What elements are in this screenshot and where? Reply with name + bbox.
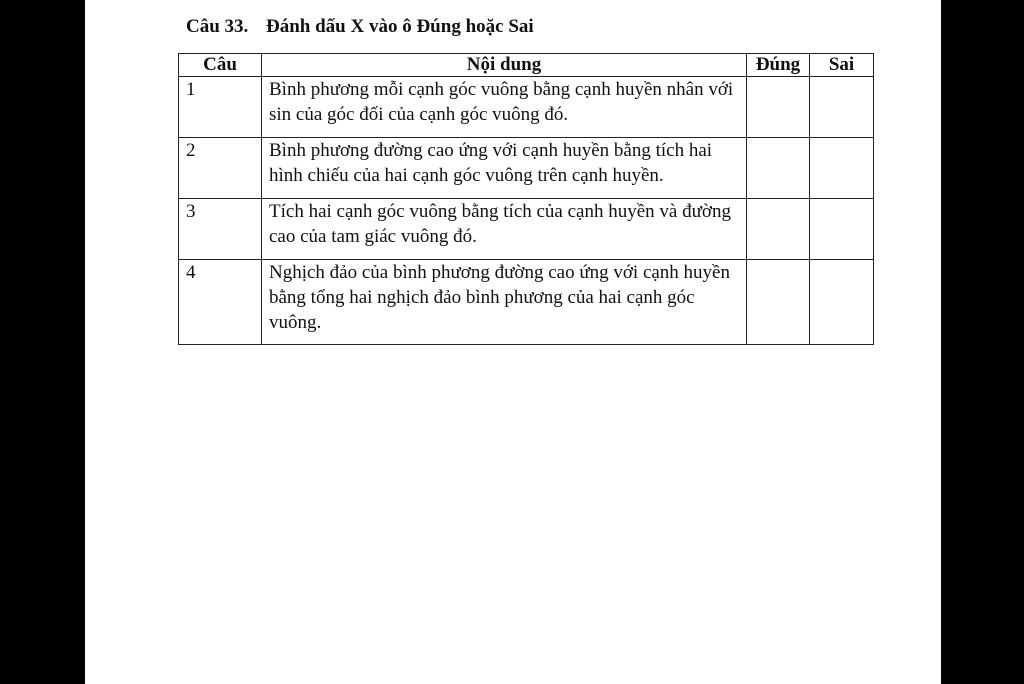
table-row — [179, 199, 874, 260]
table-row — [179, 77, 874, 138]
row-content: Bình phương mỗi cạnh góc vuông bằng cạnh huyền nhân với sin của góc đối của cạnh góc vuông đó. — [262, 77, 747, 138]
table-header-row — [179, 54, 874, 77]
question-instruction: Đánh dấu X vào ô Đúng hoặc Sai — [266, 16, 534, 37]
table-row — [179, 138, 874, 199]
question-heading — [186, 16, 534, 38]
sai-cell[interactable] — [810, 77, 874, 138]
dung-cell[interactable] — [747, 260, 810, 345]
row-content: Tích hai cạnh góc vuông bằng tích của cạnh huyền và đường cao của tam giác vuông đó. — [262, 199, 747, 260]
row-index: 2 — [179, 138, 262, 199]
row-index: 4 — [179, 260, 262, 345]
sai-cell[interactable] — [810, 138, 874, 199]
row-content: Nghịch đảo của bình phương đường cao ứng với cạnh huyền bằng tổng hai nghịch đảo bình phương của hai cạnh góc vuông. — [262, 260, 747, 345]
row-index: 3 — [179, 199, 262, 260]
sai-cell[interactable] — [810, 199, 874, 260]
header-sai: Sai — [810, 54, 874, 77]
header-cau: Câu — [179, 54, 262, 77]
document-page — [85, 0, 941, 684]
true-false-table — [178, 53, 874, 345]
dung-cell[interactable] — [747, 77, 810, 138]
row-index: 1 — [179, 77, 262, 138]
header-noi-dung: Nội dung — [262, 54, 747, 77]
sai-cell[interactable] — [810, 260, 874, 345]
table-row — [179, 260, 874, 345]
question-number: Câu 33. — [186, 16, 249, 37]
header-dung: Đúng — [747, 54, 810, 77]
row-content: Bình phương đường cao ứng với cạnh huyền bằng tích hai hình chiếu của hai cạnh góc vuông trên cạnh huyền. — [262, 138, 747, 199]
dung-cell[interactable] — [747, 138, 810, 199]
dung-cell[interactable] — [747, 199, 810, 260]
